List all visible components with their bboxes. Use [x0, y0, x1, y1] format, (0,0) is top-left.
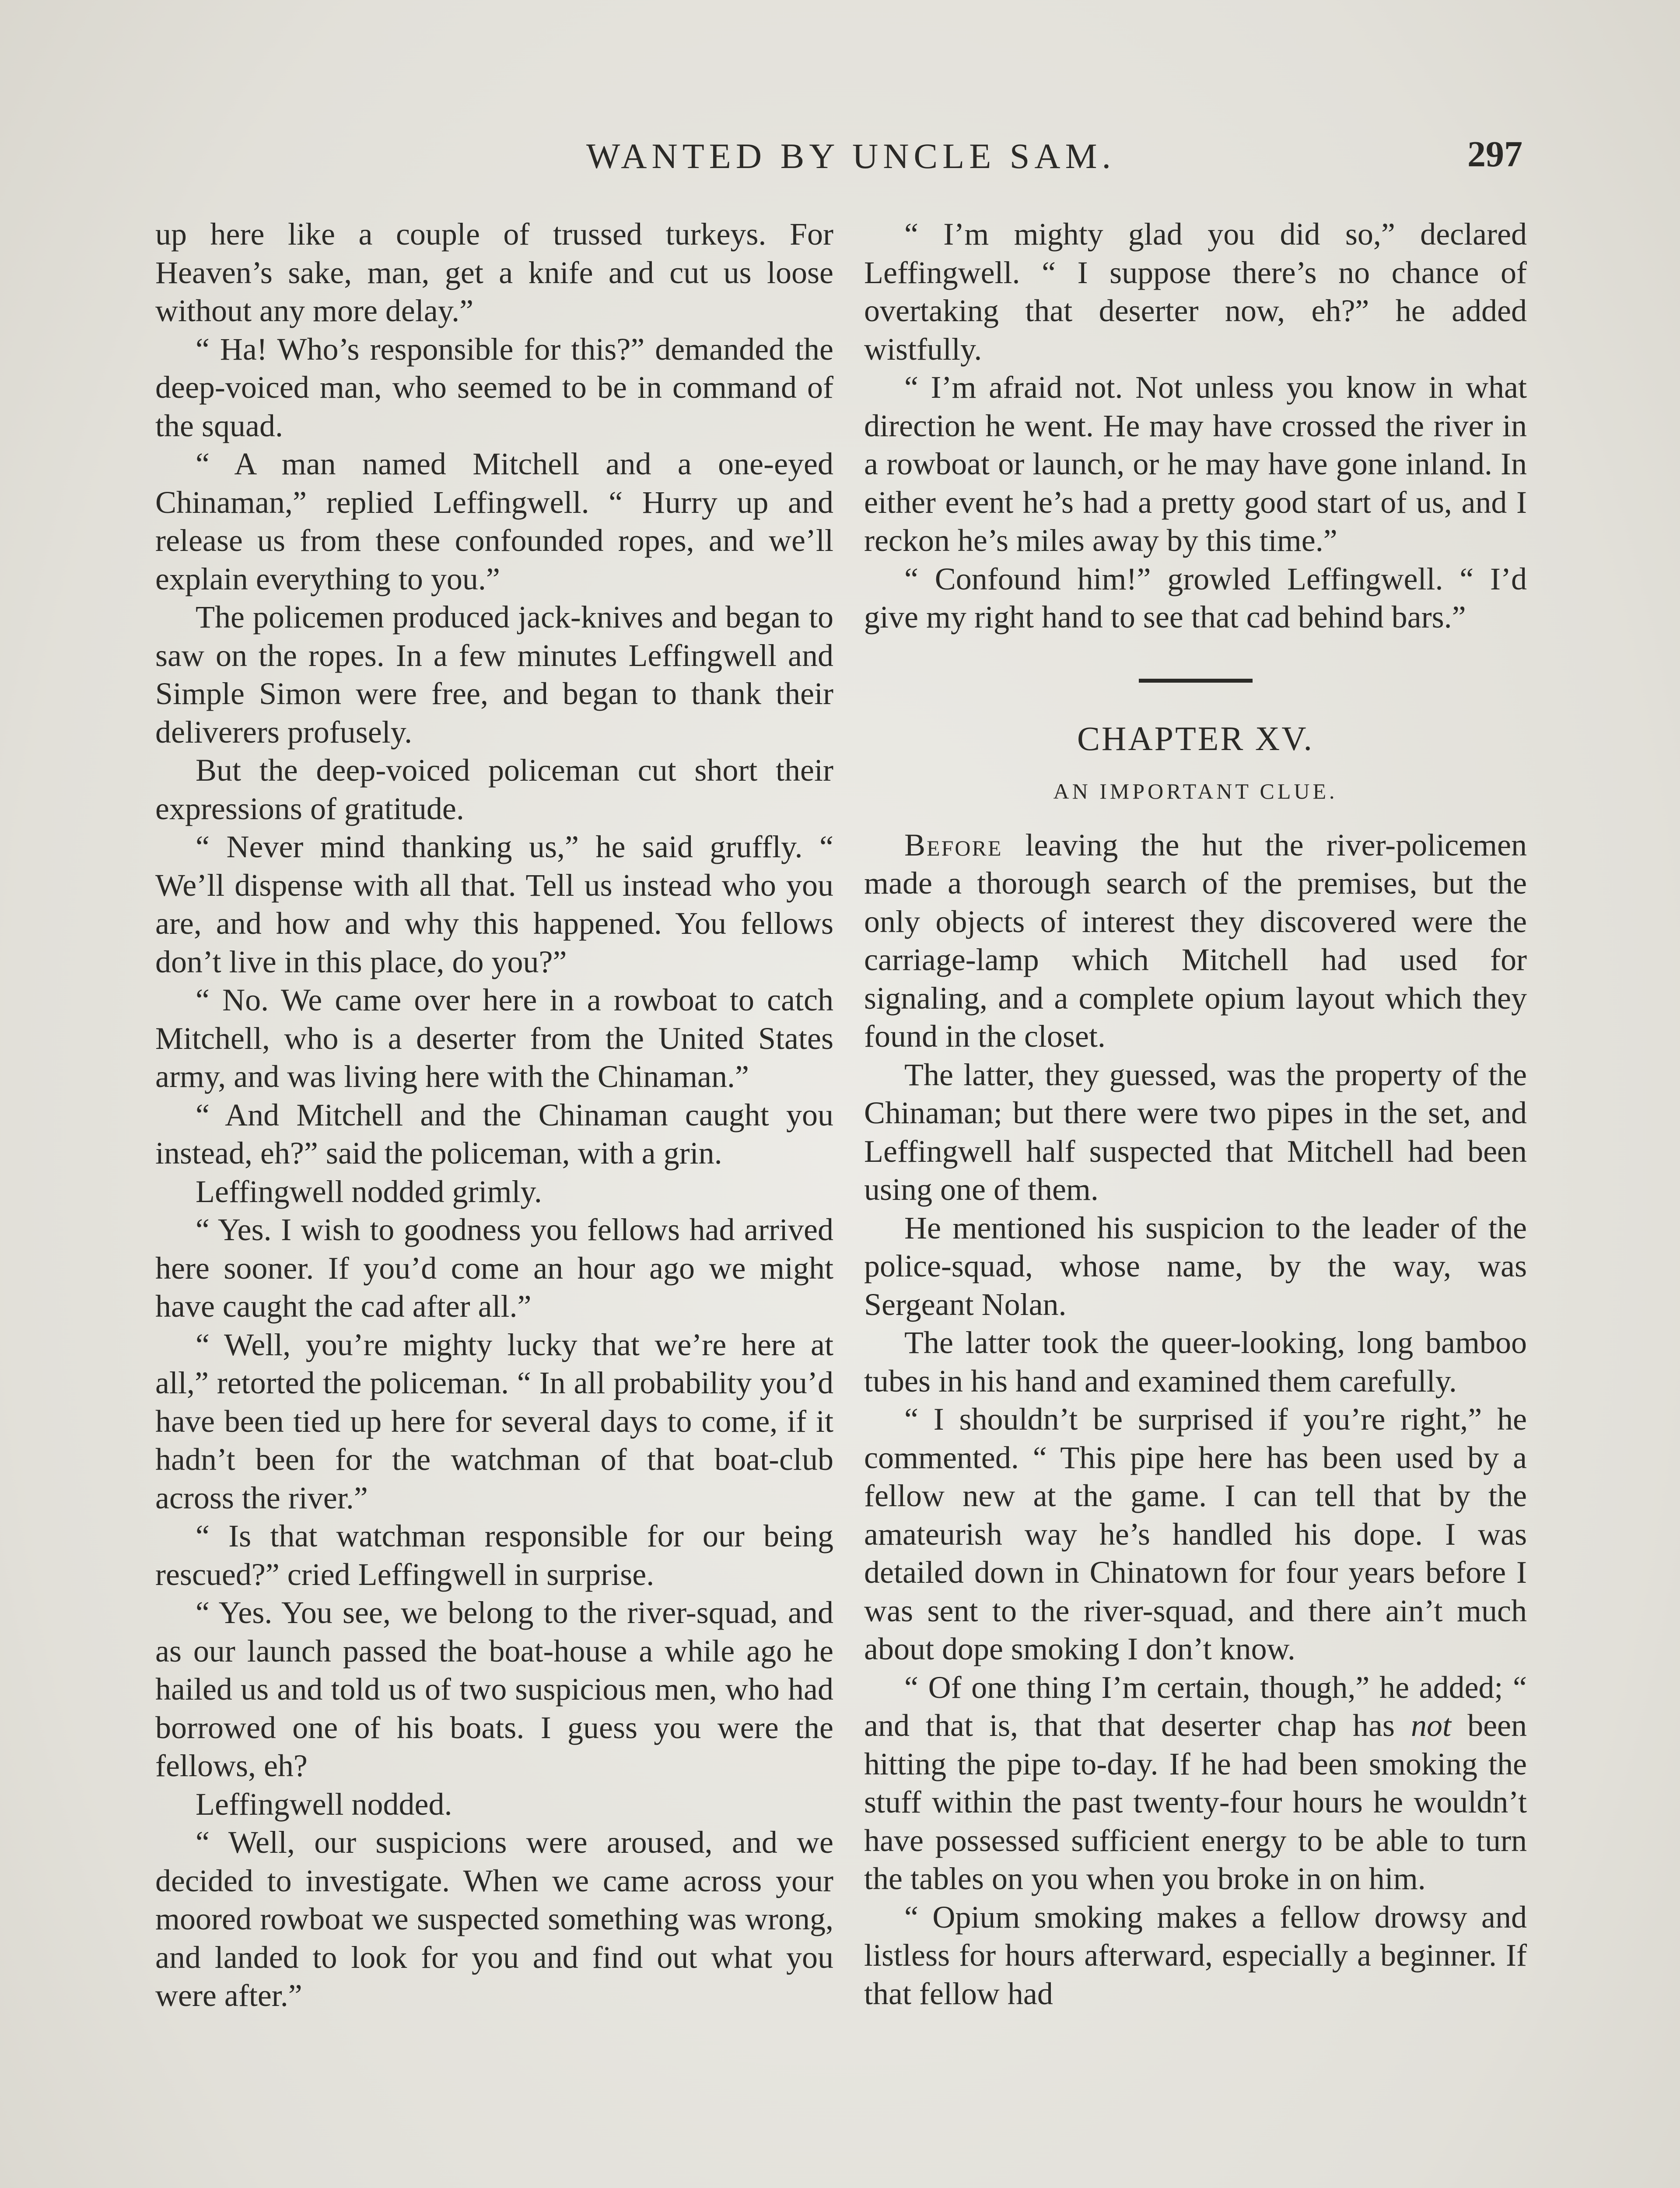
paragraph: “ Opium smoking makes a fellow drowsy and listless for hours afterward, especially a beginner. If that fellow had: [864, 1899, 1527, 2011]
paragraph: “ I’m afraid not. Not unless you know in what direction he went. He may have crossed the river in a rowboat or launch, or he may have gone inland. In either event he’s had a pretty good start of us, and I reckon he’s miles away by this time.”: [864, 370, 1527, 558]
paragraph: “ Never mind thanking us,” he said gruffly. “ We’ll dispense with all that. Tell us instead who you are, and how and why this happened. You fellows don’t live in this place, do you?”: [155, 829, 833, 979]
paragraph: He mentioned his suspicion to the leader of the police-squad, whose name, by the way, was Sergeant Nolan.: [864, 1210, 1527, 1322]
section-divider: [1139, 679, 1253, 683]
running-head: [0, 131, 1680, 184]
paragraph: up here like a couple of trussed turkeys. For Heaven’s sake, man, get a knife and cut us loose without any more delay.”: [155, 217, 833, 328]
running-title: WANTED BY UNCLE SAM.: [586, 136, 1116, 176]
paragraph: “ Confound him!” growled Leffingwell. “ I’d give my right hand to see that cad behind bars.”: [864, 561, 1527, 635]
paragraph: The policemen produced jack-knives and began to saw on the ropes. In a few minutes Leffingwell and Simple Simon were free, and began to thank their deliverers profusely.: [155, 600, 833, 750]
text-run: been hitting the pipe to-day. If he had been smoking the stuff within the past twenty-four hours he wouldn’t have possessed sufficient energy to be able to turn the tables on you when you broke in on him.: [864, 1708, 1527, 1896]
left-column: [155, 215, 833, 2015]
paragraph: “ No. We came over here in a rowboat to catch Mitchell, who is a deserter from the United States army, and was living here with the Chinaman.”: [155, 982, 833, 1094]
chapter-subtitle: AN IMPORTANT CLUE.: [1053, 778, 1338, 803]
opening-text: leaving the hut the river-policemen made a thorough search of the premises, but the only objects of interest they discovered were the carriage-lamp which Mitchell had used for signaling, and a complete opium layout which they found in the closet.: [864, 827, 1527, 1054]
page-number: 297: [1467, 134, 1522, 175]
paragraph: Leffingwell nodded grimly.: [196, 1174, 542, 1209]
paragraph: “ And Mitchell and the Chinaman caught you instead, eh?” said the policeman, with a grin.: [155, 1097, 833, 1171]
paragraph: “ Well, you’re mighty lucky that we’re here at all,” retorted the policeman. “ In all probability you’d have been tied up here for several days to come, if it hadn’t been for the watchman of that boat-club across the river.”: [155, 1327, 833, 1515]
right-column: [864, 215, 1527, 2013]
chapter-heading: CHAPTER XV.: [1077, 719, 1314, 757]
paragraph: “ Ha! Who’s responsible for this?” demanded the deep-voiced man, who seemed to be in command of the squad.: [155, 331, 833, 443]
paragraph: Leffingwell nodded.: [196, 1786, 452, 1822]
emphasis: not: [1411, 1708, 1452, 1743]
chapter-opening-paragraph: [864, 826, 1527, 1056]
paragraph: The latter, they guessed, was the property of the Chinaman; but there were two pipes in the set, and Leffingwell half suspected that Mitchell had been using one of them.: [864, 1057, 1527, 1207]
paragraph: The latter took the queer-looking, long bamboo tubes in his hand and examined them carefully.: [864, 1325, 1527, 1399]
paragraph: “ I shouldn’t be surprised if you’re right,” he commented. “ This pipe here has been used by a fellow new at the game. I can tell that by the amateurish way he’s handled his dope. I was detailed down in Chinatown for four years before I was sent to the river-squad, and there ain’t much about dope smoking I don’t know.: [864, 1402, 1527, 1666]
paragraph: “ I’m mighty glad you did so,” declared Leffingwell. “ I suppose there’s no chance of overtaking that deserter now, eh?” he added wistfully.: [864, 217, 1527, 367]
paragraph: [864, 1669, 1527, 1898]
paragraph: “ Yes. You see, we belong to the river-squad, and as our launch passed the boat-house a while ago he hailed us and told us of two suspicious men, who had borrowed one of his boats. I guess you were the fellows, eh?: [155, 1595, 833, 1783]
paragraph: “ Well, our suspicions were aroused, and we decided to investigate. When we came across your moored rowboat we suspected something was wrong, and landed to look for you and find out what you were after.”: [155, 1825, 833, 2013]
paragraph: But the deep-voiced policeman cut short their expressions of gratitude.: [155, 753, 833, 826]
paragraph: “ A man named Mitchell and a one-eyed Chinaman,” replied Leffingwell. “ Hurry up and release us from these confounded ropes, and we’ll explain everything to you.”: [155, 446, 833, 596]
opening-word: Before: [904, 827, 1003, 863]
paragraph: “ Yes. I wish to goodness you fellows had arrived here sooner. If you’d come an hour ago we might have caught the cad after all.”: [155, 1212, 833, 1324]
text-run: “ Of one thing I’m certain, though,” he added; “ and that is, that that deserter chap has: [864, 1669, 1527, 1743]
paragraph: “ Is that watchman responsible for our being rescued?” cried Leffingwell in surprise.: [155, 1518, 833, 1592]
